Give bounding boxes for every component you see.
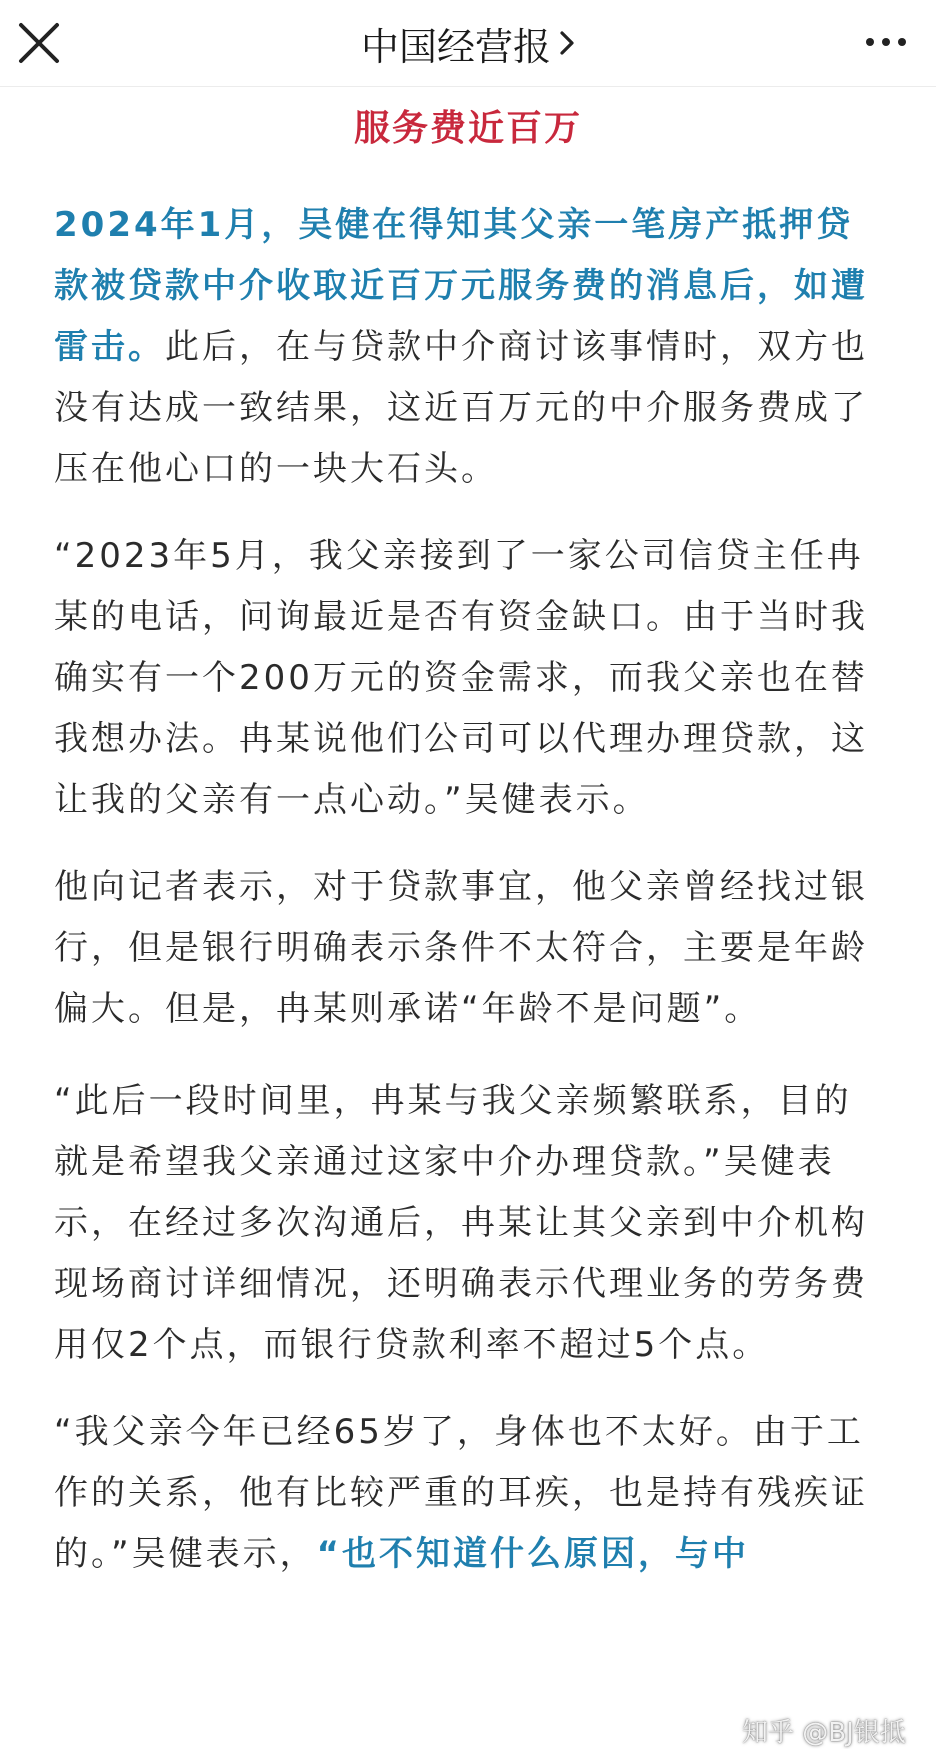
- close-button[interactable]: [14, 18, 64, 68]
- account-name: 中国经营报: [360, 24, 551, 69]
- article-paragraph-5: [54, 1402, 884, 1585]
- article-paragraph-4: “此后一段时间里，冉某与我父亲频繁联系，目的就是希望我父亲通过这家中介办理贷款。”吴健表示，在经过多次沟通后，冉某让其父亲到中介机构现场商讨详细情况，还明确表示代理业务的劳务费用仅2个点，而银行贷款利率不超过5个点。: [54, 1081, 868, 1365]
- account-title-link[interactable]: [361, 16, 575, 71]
- more-options-button[interactable]: [856, 22, 916, 62]
- article-paragraph-2: “2023年5月，我父亲接到了一家公司信贷主任冉某的电话，问询最近是否有资金缺口。由于当时我确实有一个200万元的资金需求，而我父亲也在替我想办法。冉某说他们公司可以代理办理贷款，这让我的父亲有一点心动。”吴健表示。: [54, 536, 868, 820]
- section-heading: 服务费近百万: [353, 108, 582, 149]
- title-container: [0, 0, 936, 86]
- paragraph-text: “我父亲今年已经65岁了，身体也不太好。由于工作的关系，他有比较严重的耳疾，也是持有残疾证的。”吴健表示，: [54, 1412, 868, 1574]
- article-paragraph-1: [54, 195, 884, 500]
- highlighted-text: “也不知道什么原因，与中: [316, 1534, 749, 1574]
- chevron-right-icon: [559, 29, 575, 57]
- article-paragraph-3: 他向记者表示，对于贷款事宜，他父亲曾经找过银行，但是银行明确表示条件不太符合，主要是年龄偏大。但是，冉某则承诺“年龄不是问题”。: [54, 867, 868, 1029]
- paragraph-text: 此后，在与贷款中介商讨该事情时，双方也没有达成一致结果，这近百万元的中介服务费成了压在他心口的一块大石头。: [54, 327, 868, 489]
- zhihu-watermark: 知乎 @BJ银抵: [742, 1718, 906, 1748]
- top-navigation-bar: [0, 0, 936, 87]
- more-icon: [866, 38, 874, 46]
- more-icon-dot: [882, 38, 890, 46]
- highlighted-text: 2024年1月，吴健在得知其父亲一笔房产抵押贷款被贷款中介收取近百万元服务费的消息后，如遭雷击。: [54, 205, 868, 367]
- close-icon: [14, 18, 64, 68]
- more-icon-dot: [898, 38, 906, 46]
